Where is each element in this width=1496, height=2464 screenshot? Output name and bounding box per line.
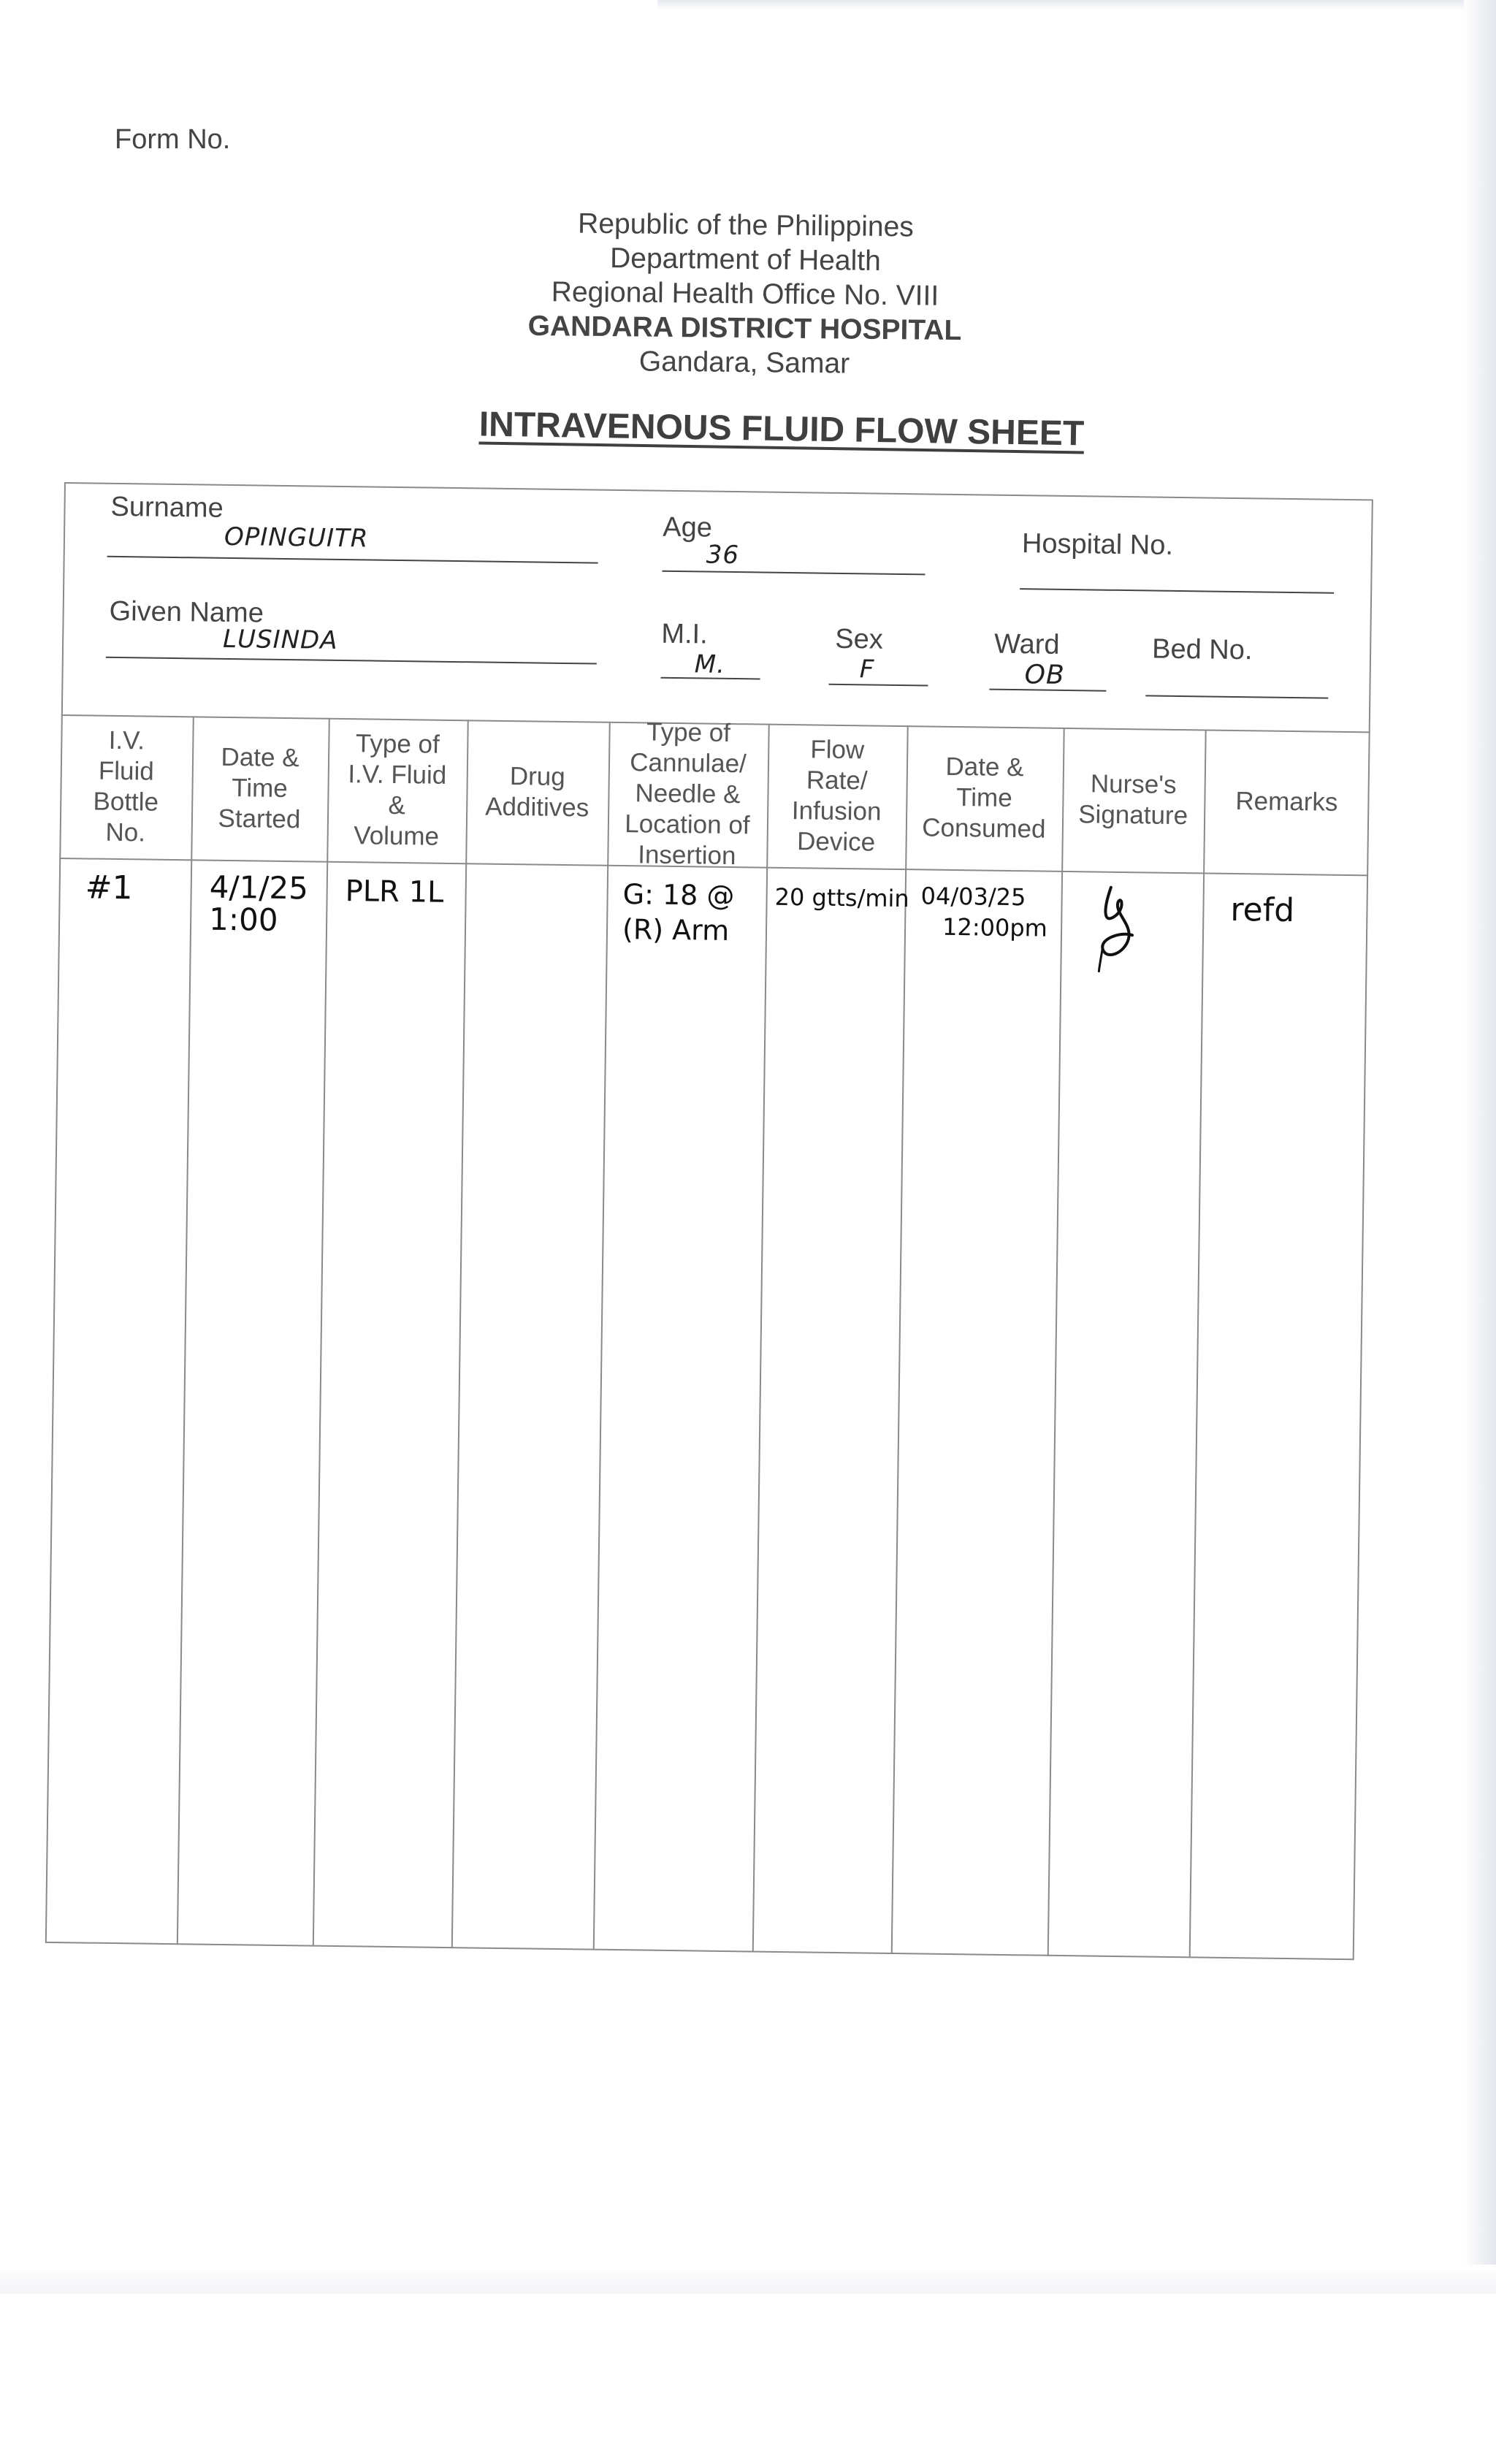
entry-cannula[interactable]: G: 18 @ (R) Arm <box>622 878 735 947</box>
header-republic: Republic of the Philippines <box>577 207 915 243</box>
iv-flow-sheet-form <box>45 482 1373 1982</box>
age-label: Age <box>662 511 713 543</box>
entry-date-time-started[interactable]: 4/1/25 1:00 <box>208 869 309 938</box>
col-header-drug-additives: Drug Additives <box>484 762 589 823</box>
surname-label: Surname <box>110 491 224 524</box>
surname-value[interactable]: OPINGUITR <box>224 522 369 554</box>
entry-remarks[interactable]: refd <box>1230 890 1295 930</box>
given-name-value[interactable]: LUSINDA <box>222 624 338 655</box>
entry-fluid-volume[interactable]: PLR 1L <box>345 874 444 909</box>
col-header-remarks: Remarks <box>1235 787 1338 817</box>
mi-value[interactable]: M. <box>694 649 726 679</box>
form-no-label: Form No. <box>115 124 231 155</box>
ward-value[interactable]: OB <box>1024 660 1065 690</box>
scan-bottom-shade <box>0 2265 1496 2294</box>
sex-label: Sex <box>835 623 884 655</box>
entry-date-time-consumed[interactable]: 04/03/25 12:00pm <box>920 882 1048 942</box>
header-regional-office: Regional Health Office No. VIII <box>551 276 939 312</box>
header-department: Department of Health <box>609 243 882 277</box>
hospital-no-label: Hospital No. <box>1021 528 1174 561</box>
bed-no-label: Bed No. <box>1151 633 1253 666</box>
nurse-signature-mark <box>1080 880 1155 975</box>
sheet-title: INTRAVENOUS FLUID FLOW SHEET <box>478 405 1085 454</box>
form-border <box>45 482 1373 1960</box>
ward-label: Ward <box>993 628 1060 660</box>
scan-edge-right <box>1464 0 1496 2294</box>
scan-edge-top <box>657 0 1496 10</box>
col-header-bottle-no: I.V. Fluid Bottle No. <box>93 725 159 847</box>
col-header-fluid-volume: Type of I.V. Fluid & Volume <box>348 729 447 851</box>
age-value[interactable]: 36 <box>706 540 740 571</box>
entry-bottle-no[interactable]: #1 <box>85 869 133 907</box>
col-header-flow-rate: Flow Rate/ Infusion Device <box>791 735 882 857</box>
col-header-cannulae: Type of Cannulae/ Needle & Location of Insertion <box>625 717 750 871</box>
header-location: Gandara, Samar <box>638 346 850 380</box>
col-header-date-started: Date & Time Started <box>218 742 301 834</box>
given-name-label: Given Name <box>109 595 264 629</box>
sex-value[interactable]: F <box>859 655 875 684</box>
header-hospital-name: GANDARA DISTRICT HOSPITAL <box>527 310 962 347</box>
entry-nurse-signature[interactable] <box>1080 880 1155 983</box>
hospital-header <box>467 205 1023 383</box>
col-header-date-consumed: Date & Time Consumed <box>922 752 1046 844</box>
entry-flow-rate[interactable]: 20 gtts/min <box>774 882 909 913</box>
col-header-nurse-signature: Nurse's Signature <box>1077 769 1188 831</box>
mi-label: M.I. <box>661 618 708 650</box>
